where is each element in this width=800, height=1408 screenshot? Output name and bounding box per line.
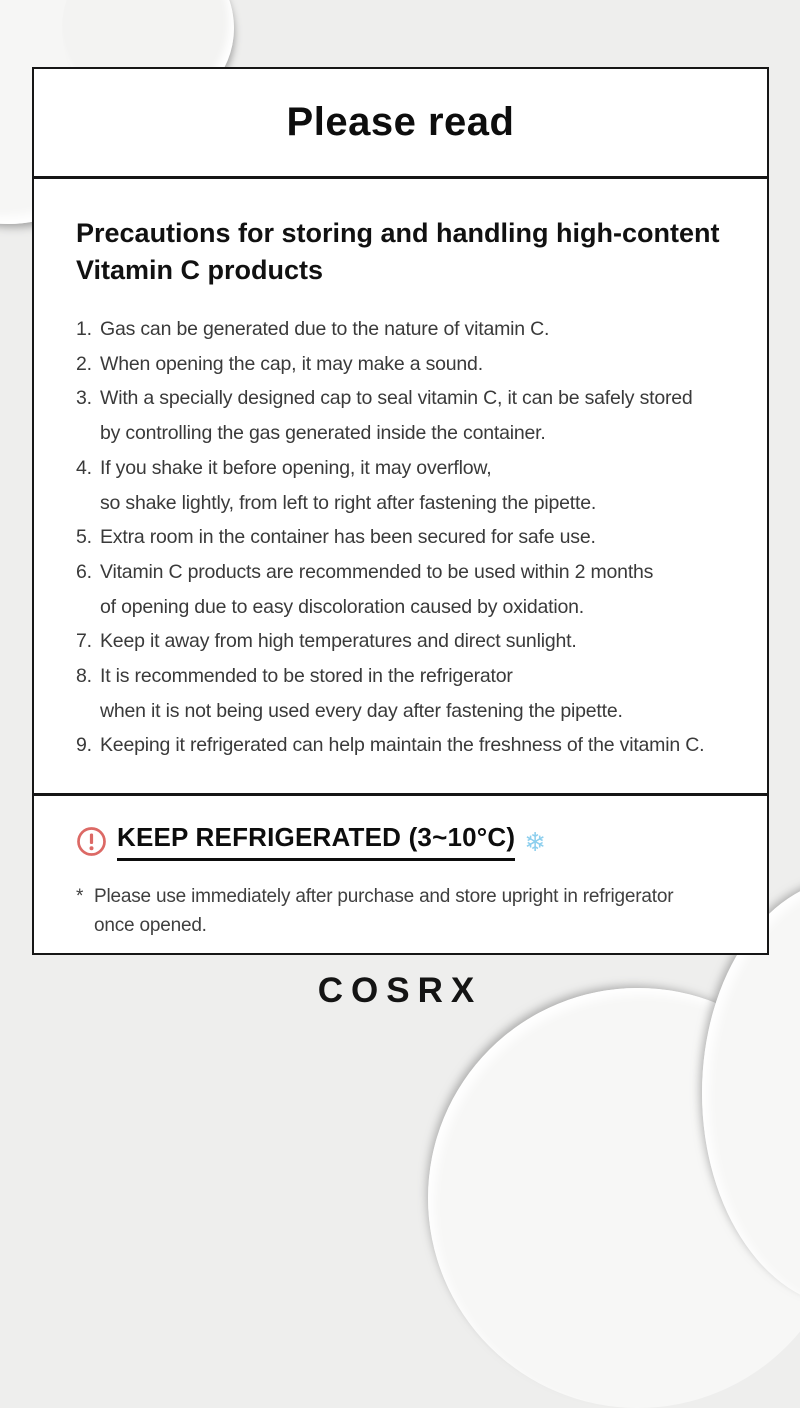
cosrx-logo: COSRX <box>317 971 483 1010</box>
item-text: Gas can be generated due to the nature of vitamin C. <box>100 318 550 340</box>
list-item <box>76 555 737 624</box>
note-line2: once opened. <box>94 915 207 936</box>
item-number: 6. <box>76 560 92 583</box>
item-text: When opening the cap, it may make a sound. <box>100 352 483 375</box>
snowflake-icon: ❄ <box>524 826 547 857</box>
precautions-heading-line2: Vitamin C products <box>76 255 324 285</box>
item-number: 3. <box>76 387 92 410</box>
item-text: Vitamin C products are recommended to be used within 2 months <box>100 560 654 583</box>
item-number: 1. <box>76 318 92 340</box>
list-item <box>76 624 737 659</box>
item-number: 8. <box>76 665 92 688</box>
item-text: Keep it away from high temperatures and direct sunlight. <box>100 630 577 653</box>
list-item <box>76 312 737 347</box>
list-item <box>76 659 737 728</box>
list-item <box>76 728 737 763</box>
keep-refrigerated-title: KEEP REFRIGERATED (3~10°C) <box>117 822 515 861</box>
item-number: 7. <box>76 630 92 653</box>
list-item <box>76 381 737 450</box>
item-number: 4. <box>76 456 92 479</box>
list-item <box>76 520 737 555</box>
page-title: Please read <box>286 100 515 144</box>
info-panel <box>32 67 769 955</box>
item-text-continued: of opening due to easy discoloration caused by oxidation. <box>100 595 585 618</box>
exclamation-circle-icon <box>76 826 107 857</box>
list-item <box>76 347 737 382</box>
item-number: 9. <box>76 734 92 757</box>
item-text: If you shake it before opening, it may overflow, <box>100 456 492 479</box>
please-read-section <box>34 69 767 176</box>
item-text: Extra room in the container has been secured for safe use. <box>100 526 596 549</box>
refrigerate-note <box>76 882 737 940</box>
item-number: 5. <box>76 526 92 549</box>
item-text-continued: so shake lightly, from left to right after fastening the pipette. <box>100 491 597 514</box>
precautions-section <box>34 176 767 793</box>
list-item <box>76 451 737 520</box>
asterisk-marker: * <box>76 886 84 907</box>
item-text: Keeping it refrigerated can help maintain the freshness of the vitamin C. <box>100 734 705 757</box>
item-text-continued: when it is not being used every day after fastening the pipette. <box>100 699 623 722</box>
precautions-heading <box>76 215 737 289</box>
note-line1: Please use immediately after purchase and store upright in refrigerator <box>94 886 674 907</box>
item-text-continued: by controlling the gas generated inside the container. <box>100 422 546 445</box>
item-number: 2. <box>76 352 92 375</box>
precautions-list <box>76 312 737 763</box>
item-text: With a specially designed cap to seal vitamin C, it can be safely stored <box>100 387 693 410</box>
precautions-heading-line1: Precautions for storing and handling high-content <box>76 218 720 248</box>
item-text: It is recommended to be stored in the refrigerator <box>100 665 513 688</box>
keep-refrigerated-title-row <box>76 822 737 861</box>
keep-refrigerated-section <box>34 793 767 953</box>
